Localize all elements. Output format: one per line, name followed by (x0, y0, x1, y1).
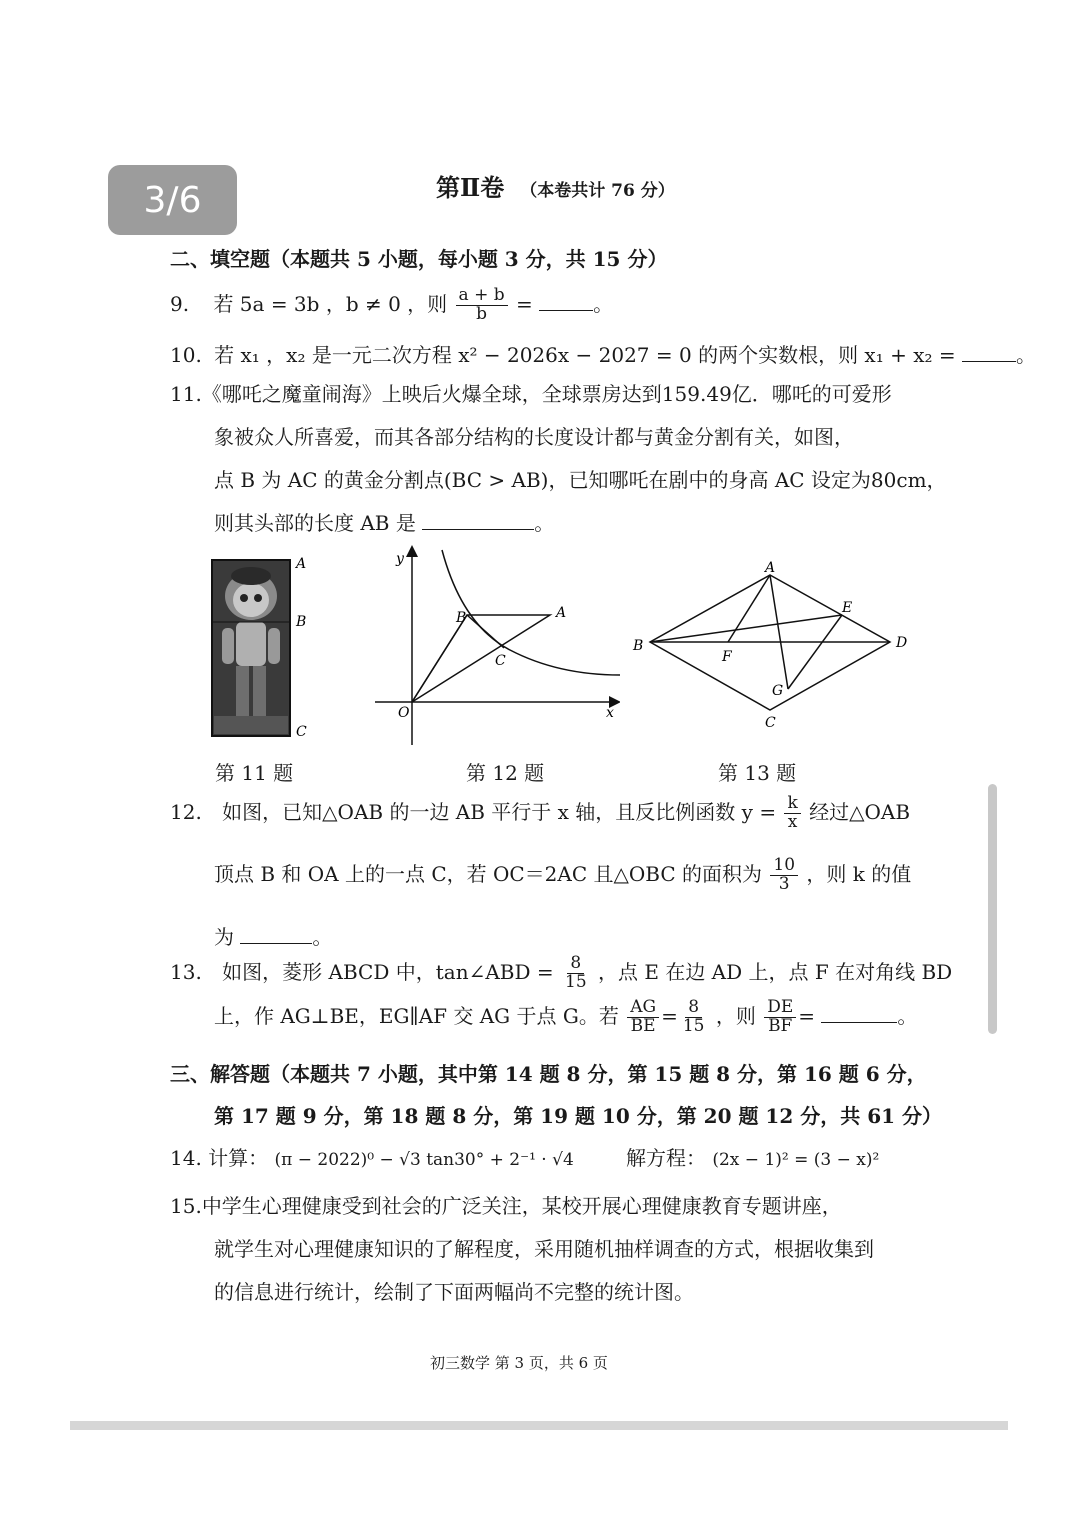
q10-number: 10. (170, 343, 202, 367)
fig12-segment-bc (467, 615, 504, 648)
figure-13-caption: 第 13 题 (718, 761, 797, 785)
figure-13 (625, 560, 925, 735)
page-footer: 初三数学 第 3 页，共 6 页 (430, 1354, 608, 1372)
q9-answer-blank[interactable] (539, 292, 593, 311)
q9-text: 若 5a = 3b ，b ≠ 0 ，则 (213, 291, 448, 316)
q15-number: 15. (170, 1194, 202, 1218)
q13-f3-num: 8 (685, 999, 702, 1018)
q12-line-1b: 经过△OAB (809, 799, 911, 824)
vertical-scrollbar[interactable] (988, 784, 997, 1034)
q9-fraction (456, 287, 508, 324)
q12-frac-num: k (784, 795, 800, 814)
fig13-label-g: G (772, 683, 784, 699)
q13-f4-num: DE (764, 999, 796, 1018)
fig13-label-b: B (633, 638, 644, 654)
question-10 (170, 343, 1036, 367)
question-15 (170, 1194, 842, 1218)
fig11-label-a: A (296, 556, 307, 572)
q13-fraction-tan (562, 955, 590, 992)
paper-title-main: 第Ⅱ卷 (436, 173, 505, 202)
figure-12-caption: 第 12 题 (466, 761, 545, 785)
fig13-segment-af (728, 575, 770, 642)
fig11-label-b: B (296, 614, 307, 630)
q11-line-2: 象被众人所喜爱，而其各部分结构的长度设计都与黄金分割有关，如图， (214, 425, 854, 449)
q10-text: 若 x₁ ，x₂ 是一元二次方程 x² − 2026x − 2027 = 0 的两个实数根，则 x₁ + x₂ = (214, 343, 956, 367)
question-14-equation (626, 1146, 879, 1170)
q12-fraction-area (770, 857, 798, 894)
q12-fraction-k-over-x (784, 795, 800, 832)
q9-end: 。 (593, 291, 614, 316)
q15-line-3: 的信息进行统计，绘制了下面两幅尚不完整的统计图。 (214, 1280, 694, 1304)
fig13-label-c: C (765, 715, 776, 731)
q11-line-1: 《哪吒之魔童闹海》上映后火爆全球，全球票房达到159.49亿．哪吒的可爱形 (201, 382, 892, 406)
q14-calc-label: 计算： (208, 1146, 269, 1170)
fig13-label-f: F (722, 649, 732, 665)
q11-line-4-wrap (214, 511, 554, 535)
q13-fraction-ag-be (627, 999, 659, 1036)
section-3-heading-line-2: 第 17 题 9 分，第 18 题 8 分，第 19 题 10 分，第 20 题 12 分，共 61 分） (214, 1104, 942, 1128)
q12-number: 12. (170, 799, 202, 824)
section-3-heading-line-1: 三、解答题（本题共 7 小题，其中第 14 题 8 分，第 15 题 8 分，第 16 题 6 分， (170, 1062, 927, 1086)
q10-answer-blank[interactable] (962, 343, 1016, 362)
q14-number: 14. (170, 1146, 202, 1170)
fig12-label-o: O (398, 705, 410, 721)
q14-solve-label: 解方程： (626, 1146, 706, 1170)
paper-title-subtitle: （本卷共计 76 分） (520, 181, 675, 201)
q11-end: 。 (534, 511, 555, 535)
q13-answer-blank[interactable] (821, 1004, 897, 1023)
fig13-label-d: D (896, 635, 908, 651)
q13-fraction-ratio (680, 999, 708, 1036)
q13-fraction-de-bf (764, 999, 796, 1036)
q13-eq: = (661, 1003, 678, 1028)
q13-line-1a: 如图，菱形 ABCD 中，tan∠ABD = (222, 959, 554, 984)
figure-11-caption: 第 11 题 (215, 761, 294, 785)
fig12-label-y: y (396, 551, 404, 567)
fig12-label-a: A (556, 605, 567, 621)
q13-then: ，则 (715, 1003, 756, 1028)
q11-line-3: 点 B 为 AC 的黄金分割点(BC > AB)，已知哪吒在剧中的身高 AC 设定为80cm， (214, 468, 947, 492)
q10-end: 。 (1015, 343, 1036, 367)
fig13-segment-eg (788, 615, 842, 689)
q9-number: 9. (170, 291, 190, 316)
q12-frac2-num: 10 (770, 857, 798, 876)
figure-11 (200, 548, 330, 748)
fig13-segment-ag (770, 575, 788, 689)
question-13 (170, 955, 952, 992)
q12-line-3: 为 (214, 925, 234, 949)
q12-frac2-den: 3 (778, 873, 790, 894)
q13-frac-num: 8 (567, 955, 584, 974)
q13-end: 。 (897, 1003, 918, 1028)
q9-equals: = (515, 291, 533, 316)
q14-calc-expression: (π − 2022)⁰ − √3 tan30° + 2⁻¹ · √4 (274, 1150, 574, 1170)
fig13-label-a: A (765, 560, 776, 576)
fig12-label-b: B (456, 610, 467, 626)
q13-line-2-wrap (214, 999, 917, 1036)
fig12-label-x: x (606, 705, 614, 721)
figure-12 (370, 545, 620, 750)
paper-title (436, 168, 675, 203)
q13-f3-den: 15 (682, 1015, 705, 1036)
question-12 (170, 795, 910, 832)
q12-line-2b: ，则 k 的值 (806, 861, 912, 886)
q12-line-3-wrap (214, 925, 332, 949)
section-2-heading: 二、填空题（本题共 5 小题，每小题 3 分，共 15 分） (170, 247, 668, 271)
q9-frac-num: a + b (456, 287, 508, 306)
fig11-label-c: C (296, 724, 307, 740)
q12-line-1a: 如图，已知△OAB 的一边 AB 平行于 x 轴，且反比例函数 (222, 799, 736, 824)
fig13-segment-be (650, 615, 842, 642)
q11-number: 11. (170, 382, 202, 406)
q12-line-2-wrap (214, 857, 911, 894)
q13-f4-den: BF (768, 1015, 793, 1036)
question-11 (170, 382, 892, 406)
q9-frac-den: b (476, 303, 488, 324)
bottom-divider (70, 1421, 1008, 1430)
question-14 (170, 1146, 574, 1170)
fig12-hyperbola (442, 550, 620, 675)
q12-answer-blank[interactable] (240, 925, 312, 944)
q13-f2-den: BE (630, 1015, 656, 1036)
q12-y-eq: y = (741, 799, 777, 824)
q13-frac-den: 15 (565, 971, 587, 992)
q15-line-1: 中学生心理健康受到社会的广泛关注，某校开展心理健康教育专题讲座， (201, 1194, 842, 1218)
fig13-label-e: E (842, 600, 853, 616)
page-indicator-badge: 3/6 (108, 165, 237, 235)
q11-answer-blank[interactable] (422, 511, 534, 530)
q13-eq2: = (798, 1003, 815, 1028)
fig12-label-c: C (495, 653, 506, 669)
q12-line-2a: 顶点 B 和 OA 上的一点 C，若 OC＝2AC 且△OBC 的面积为 (214, 861, 763, 886)
q13-number: 13. (170, 959, 202, 984)
q15-line-2: 就学生对心理健康知识的了解程度，采用随机抽样调查的方式，根据收集到 (214, 1237, 874, 1261)
q13-line-2a: 上，作 AG⊥BE，EG∥AF 交 AG 于点 G。若 (214, 1003, 619, 1028)
q12-frac-den: x (787, 811, 798, 832)
q13-f2-num: AG (627, 999, 659, 1018)
question-9 (170, 287, 613, 324)
q13-line-1b: ，点 E 在边 AD 上，点 F 在对角线 BD (598, 959, 953, 984)
q14-solve-expression: (2x − 1)² = (3 − x)² (712, 1150, 880, 1170)
q11-line-4: 则其头部的长度 AB 是 (214, 511, 416, 535)
q12-end: 。 (312, 925, 333, 949)
